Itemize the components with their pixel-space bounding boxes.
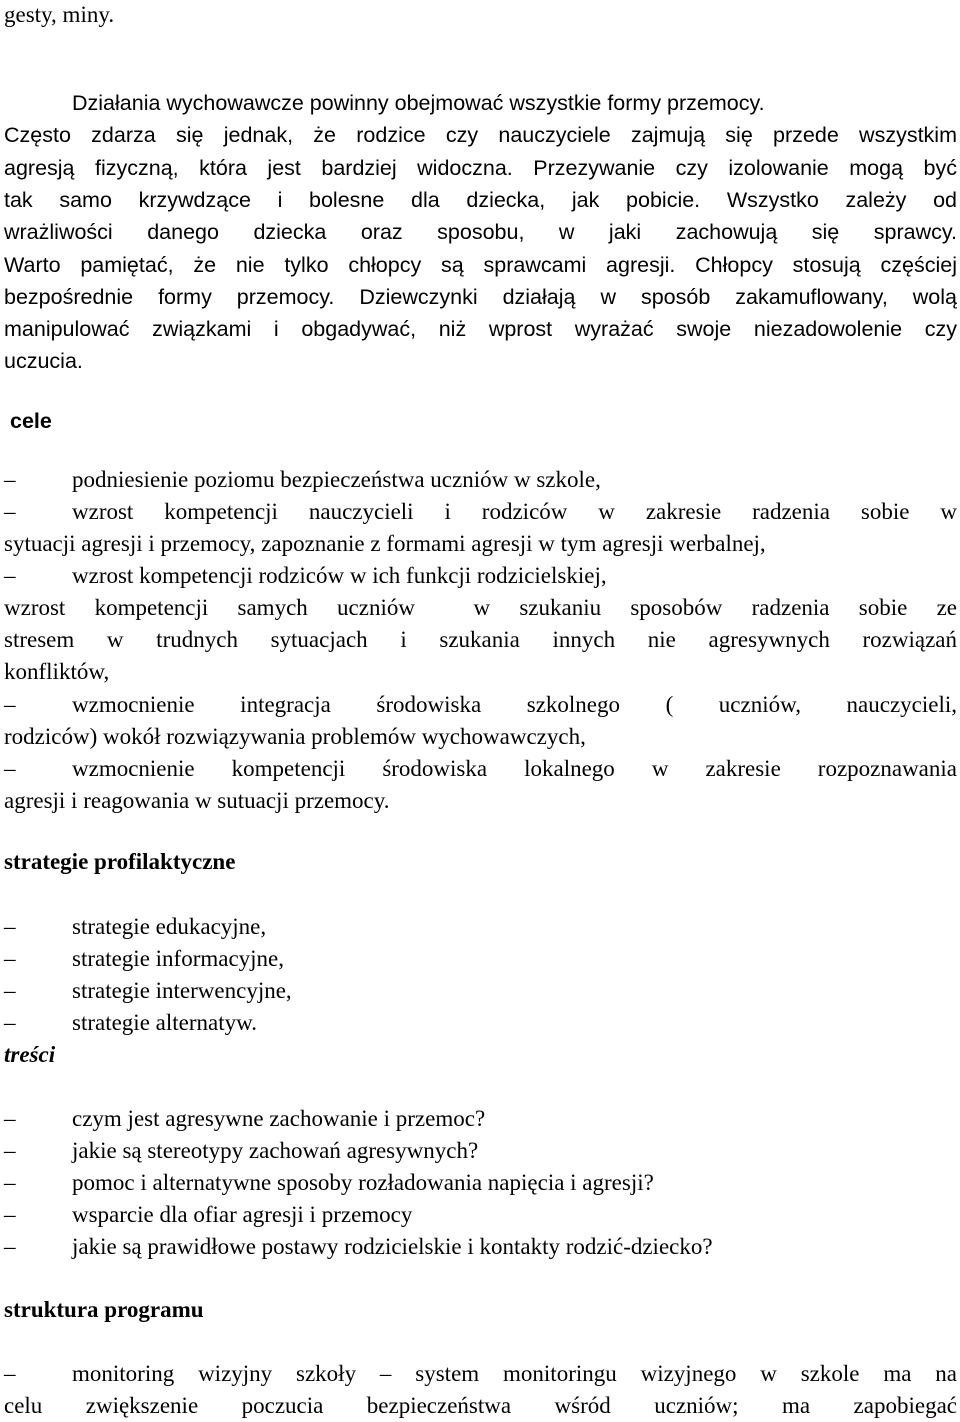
list-item: wzrost kompetencji rodziców w ich funkcji rodzicielskiej,	[72, 563, 607, 588]
list-item: jakie są prawidłowe postawy rodzicielskie i kontakty rodzić-dziecko?	[72, 1234, 713, 1259]
bullet-dash: –	[4, 467, 16, 492]
bullet-dash: –	[4, 1202, 16, 1227]
list-item: strategie interwencyjne,	[72, 978, 292, 1003]
bullet-dash: –	[4, 1010, 16, 1035]
bullet-dash: –	[4, 499, 16, 524]
paragraph-line: Często zdarza się jednak, że rodzice czy nauczyciele zajmują się przede wszystkim	[4, 123, 957, 147]
section-heading-strategie: strategie profilaktyczne	[4, 849, 236, 874]
list-item-continuation: agresji i reagowania w sutuacji przemocy.	[4, 788, 390, 813]
list-item-continuation: konfliktów,	[4, 659, 110, 684]
list-item: wzmocnienie integracja środowiska szkolnego ( uczniów, nauczycieli,	[72, 692, 957, 717]
list-item: podniesienie poziomu bezpieczeństwa uczniów w szkole,	[72, 467, 601, 492]
list-item-continuation: stresem w trudnych sytuacjach i szukania innych nie agresywnych rozwiązań	[4, 627, 957, 652]
bullet-dash: –	[4, 978, 16, 1003]
paragraph-line: wrażliwości danego dziecka oraz sposobu, w jaki zachowują się sprawcy.	[4, 220, 957, 244]
bullet-dash: –	[4, 1361, 16, 1386]
list-item: wzmocnienie kompetencji środowiska lokalnego w zakresie rozpoznawania	[72, 756, 957, 781]
bullet-dash: –	[4, 946, 16, 971]
intro-tail: gesty, miny.	[4, 2, 115, 27]
paragraph-line: Działania wychowawcze powinny obejmować wszystkie formy przemocy.	[72, 91, 765, 115]
list-item: wzrost kompetencji nauczycieli i rodziców w zakresie radzenia sobie w	[72, 499, 957, 524]
list-item-continuation: rodziców) wokół rozwiązywania problemów wychowawczych,	[4, 724, 586, 749]
section-heading-tresci: treści	[4, 1042, 56, 1067]
list-item: strategie informacyjne,	[72, 946, 285, 971]
list-item-continuation: celu zwiększenie poczucia bezpieczeństwa wśród uczniów; ma zapobiegać	[4, 1393, 957, 1418]
paragraph-line: uczucia.	[4, 349, 83, 373]
list-item: strategie edukacyjne,	[72, 914, 267, 939]
section-heading-cele: cele	[10, 409, 52, 433]
list-item: jakie są stereotypy zachowań agresywnych?	[72, 1138, 479, 1163]
paragraph-line: tak samo krzywdzące i bolesne dla dziecka, jak pobicie. Wszystko zależy od	[4, 188, 957, 212]
paragraph-line: Warto pamiętać, że nie tylko chłopcy są sprawcami agresji. Chłopcy stosują częściej	[4, 253, 957, 277]
list-item: pomoc i alternatywne sposoby rozładowania napięcia i agresji?	[72, 1170, 654, 1195]
bullet-dash: –	[4, 1170, 16, 1195]
list-item-continuation: sytuacji agresji i przemocy, zapoznanie z formami agresji w tym agresji werbalnej,	[4, 531, 766, 556]
list-item: wzrost kompetencji samych uczniów w szukaniu sposobów radzenia sobie ze	[4, 595, 957, 620]
list-item: monitoring wizyjny szkoły – system monitoringu wizyjnego w szkole ma na	[72, 1361, 957, 1386]
paragraph-line: bezpośrednie formy przemocy. Dziewczynki działają w sposób zakamuflowany, wolą	[4, 285, 957, 309]
list-item: strategie alternatyw.	[72, 1010, 257, 1035]
bullet-dash: –	[4, 1138, 16, 1163]
section-heading-struktura: struktura programu	[4, 1297, 204, 1322]
bullet-dash: –	[4, 692, 16, 717]
list-item: czym jest agresywne zachowanie i przemoc?	[72, 1106, 486, 1131]
bullet-dash: –	[4, 756, 16, 781]
bullet-dash: –	[4, 1234, 16, 1259]
bullet-dash: –	[4, 563, 16, 588]
paragraph-line: agresją fizyczną, która jest bardziej widoczna. Przezywanie czy izolowanie mogą być	[4, 156, 957, 180]
bullet-dash: –	[4, 914, 16, 939]
bullet-dash: –	[4, 1106, 16, 1131]
list-item: wsparcie dla ofiar agresji i przemocy	[72, 1202, 413, 1227]
paragraph-line: manipulować związkami i obgadywać, niż wprost wyrażać swoje niezadowolenie czy	[4, 317, 957, 341]
